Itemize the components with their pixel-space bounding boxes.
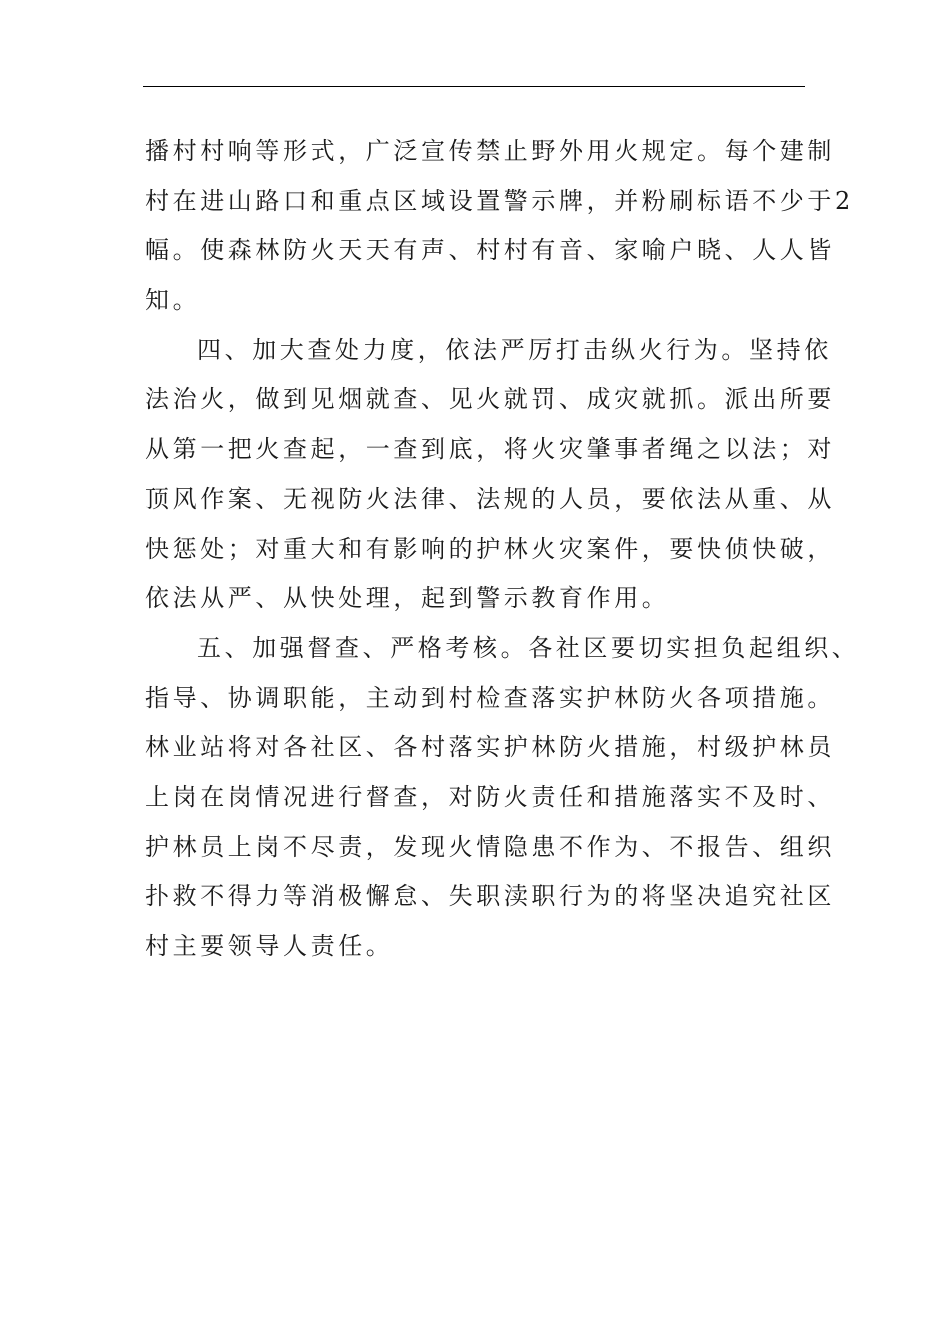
text-line: 依法从严、从快处理，起到警示教育作用。	[145, 584, 670, 613]
text-line: 幅。使森林防火天天有声、村村有音、家喻户晓、人人皆	[145, 236, 835, 265]
document-body	[145, 127, 860, 972]
text-line: 顶风作案、无视防火法律、法规的人员，要依法从重、从	[145, 484, 835, 513]
text-line: 扑救不得力等消极懈怠、失职渎职行为的将坚决追究社区	[145, 882, 835, 911]
text-line: 快惩处；对重大和有影响的护林火灾案件，要快侦快破，	[145, 534, 835, 563]
text-line: 播村村响等形式，广泛宣传禁止野外用火规定。每个建制	[145, 137, 835, 165]
text-line: 林业站将对各社区、各村落实护林防火措施，村级护林员	[145, 733, 835, 762]
text-line: 村主要领导人责任。	[145, 932, 394, 960]
text-line: 指导、协调职能，主动到村检查落实护林防火各项措施。	[145, 683, 835, 712]
section-five-heading-line: 五、加强督查、严格考核。各社区要切实担负起组织、	[197, 633, 860, 662]
header-rule	[143, 86, 805, 87]
text-line: 法治火，做到见烟就查、见火就罚、成灾就抓。派出所要	[145, 385, 835, 414]
text-line: 村在进山路口和重点区域设置警示牌，并粉刷标语不少于2	[145, 186, 854, 215]
text-line: 护林员上岗不尽责，发现火情隐患不作为、不报告、组织	[145, 832, 835, 861]
text-line: 知。	[145, 286, 201, 315]
text-line: 从第一把火查起，一查到底，将火灾肇事者绳之以法；对	[145, 435, 835, 464]
text-line: 上岗在岗情况进行督查，对防火责任和措施落实不及时、	[145, 782, 835, 811]
section-four-heading-line: 四、加大查处力度，依法严厉打击纵火行为。坚持依	[197, 335, 832, 364]
